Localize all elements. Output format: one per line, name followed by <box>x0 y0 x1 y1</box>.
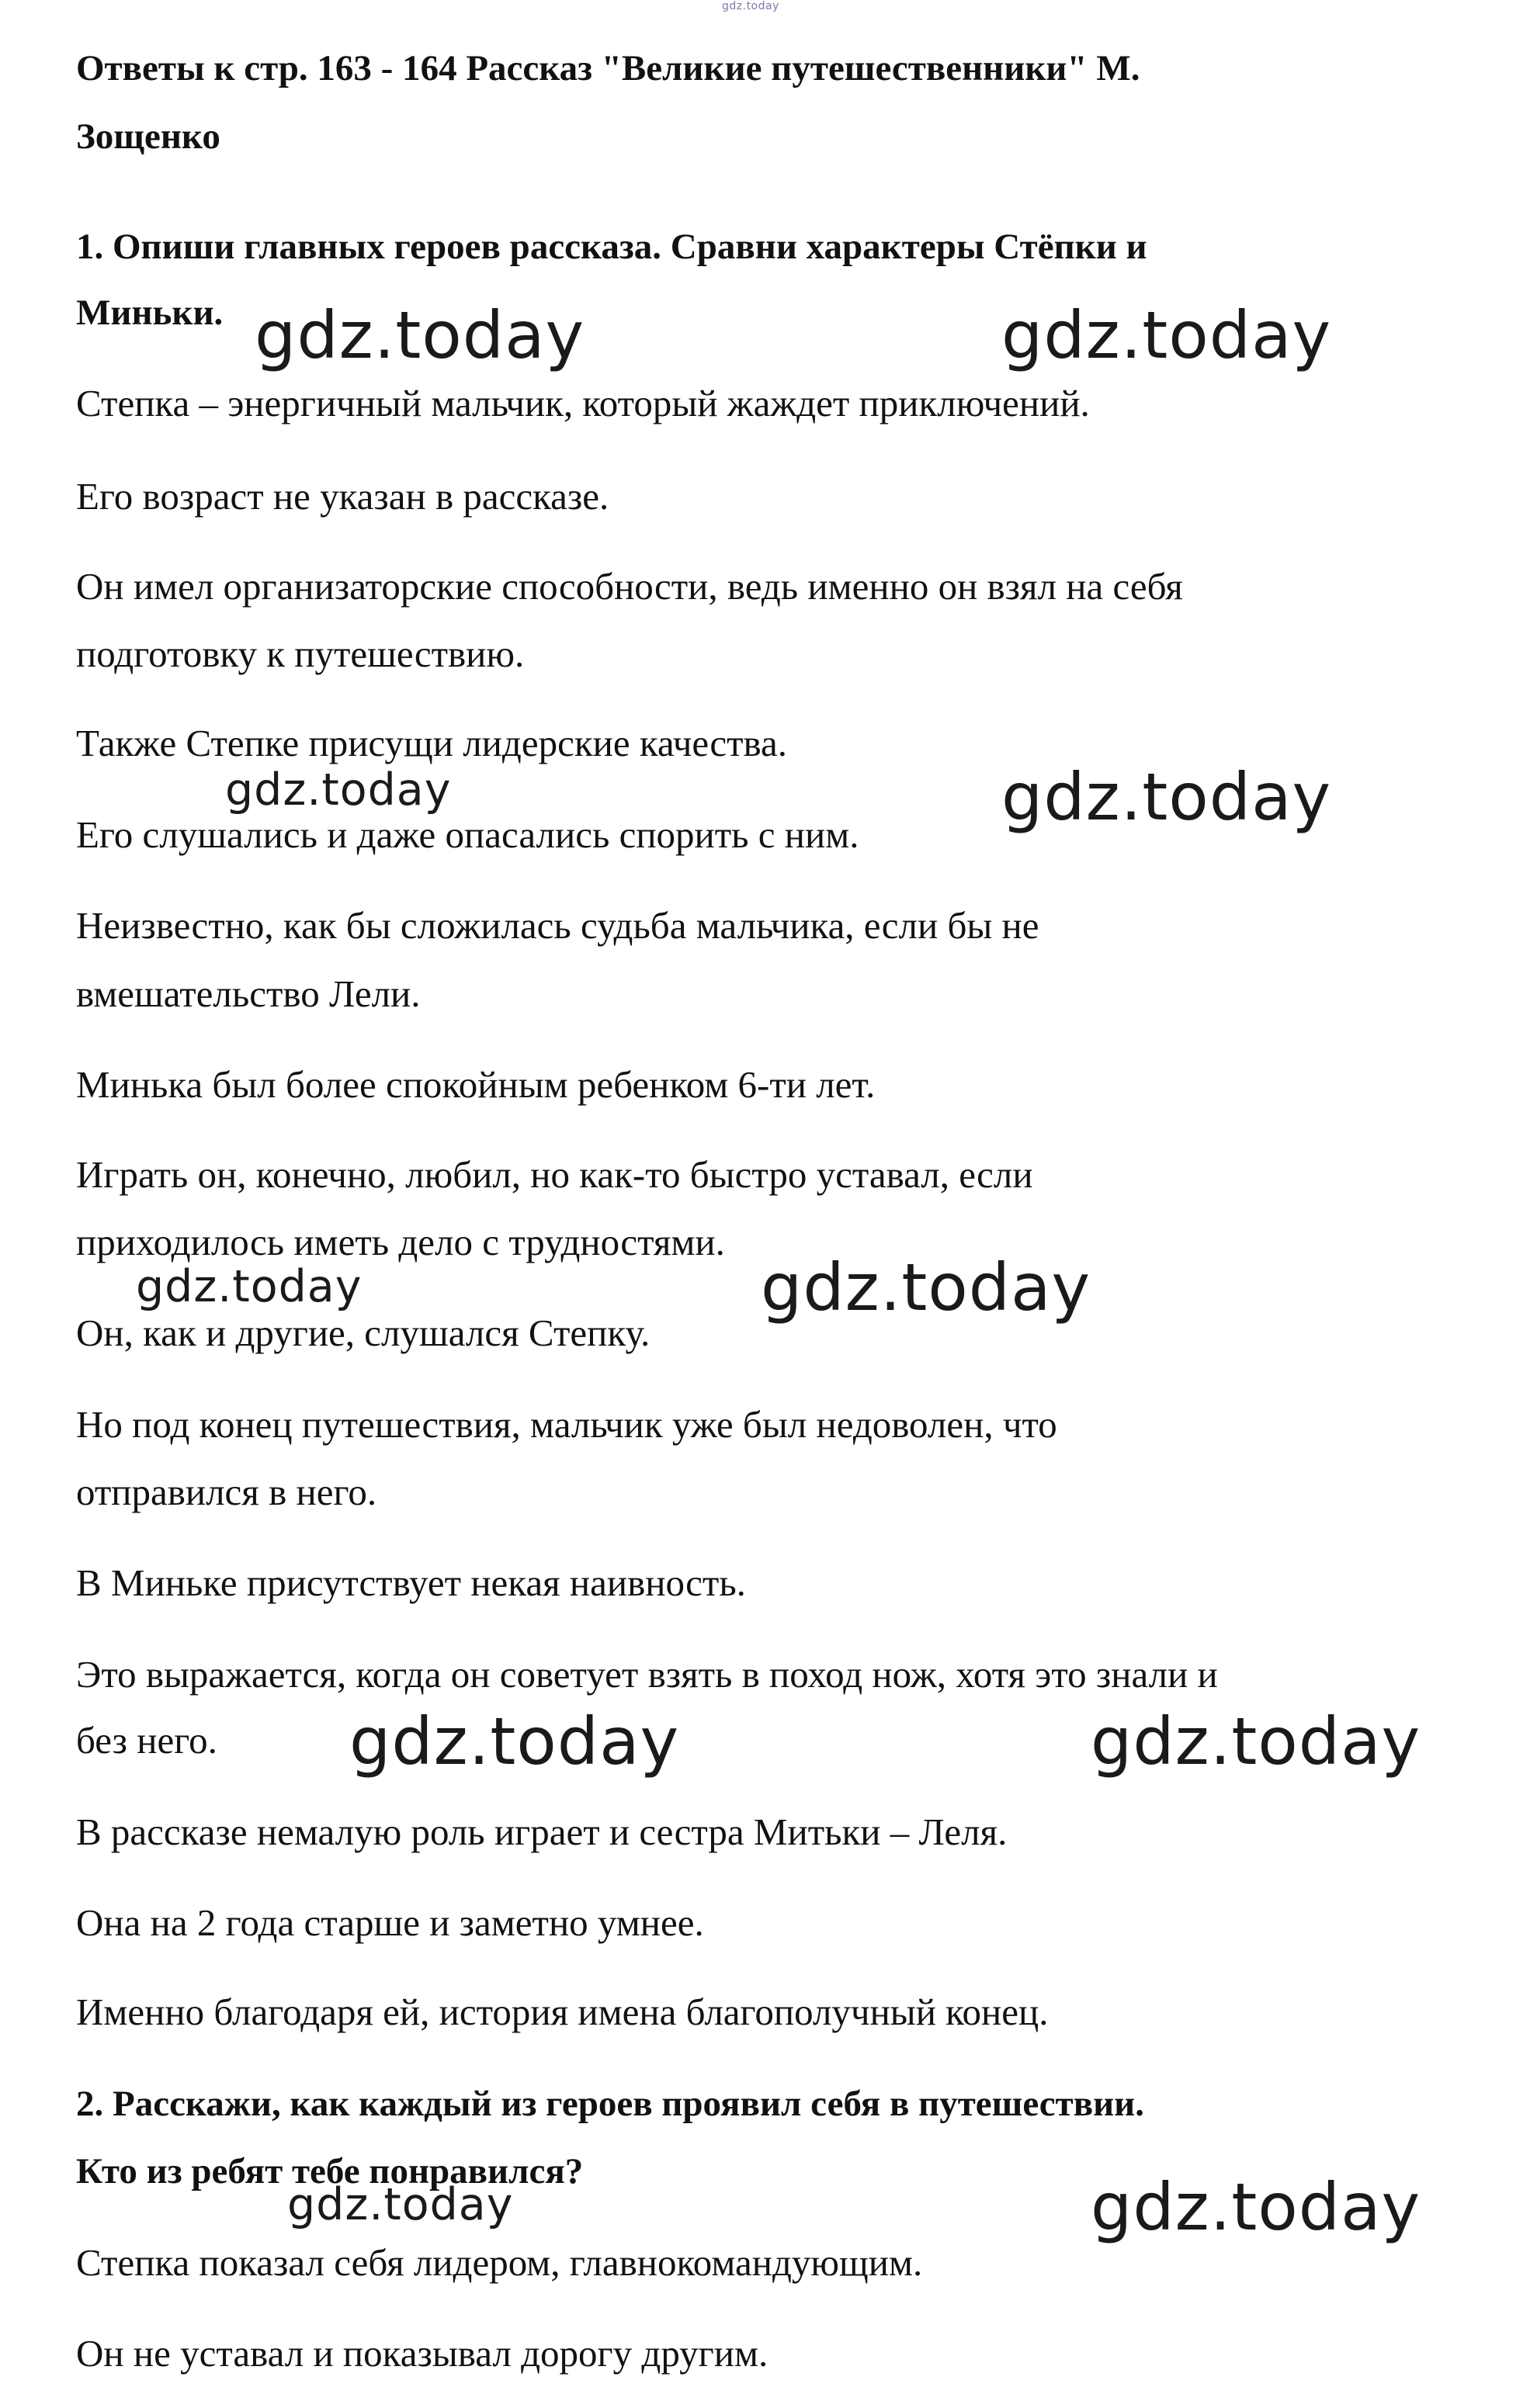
watermark-text: gdz.today <box>287 2179 514 2230</box>
question-1-line-2: Миньки. <box>76 293 224 333</box>
answer-paragraph: вмешательство Лели. <box>76 972 421 1015</box>
page-title-line-1: Ответы к стр. 163 - 164 Рассказ "Великие путешественники" М. <box>76 48 1140 88</box>
watermark-text: gdz.today <box>1001 759 1332 835</box>
watermark-text: gdz.today <box>1001 297 1332 373</box>
question-2-line-2: Кто из ребят тебе понравился? <box>76 2151 584 2191</box>
watermark-text: gdz.today <box>136 1261 363 1312</box>
answer-paragraph: Он не уставал и показывал дорогу другим. <box>76 2332 768 2375</box>
answer-paragraph: Неизвестно, как бы сложилась судьба мальчика, если бы не <box>76 904 1039 947</box>
answer-paragraph: В Миньке присутствует некая наивность. <box>76 1561 746 1604</box>
watermark-text: gdz.today <box>761 1249 1091 1325</box>
answer-paragraph: В рассказе немалую роль играет и сестра Митьки – Леля. <box>76 1810 1008 1853</box>
watermark-text: gdz.today <box>349 1703 680 1779</box>
answer-paragraph: Это выражается, когда он советует взять в поход нож, хотя это знали и <box>76 1653 1218 1696</box>
answer-paragraph: Также Степке присущи лидерские качества. <box>76 722 787 764</box>
answer-paragraph: без него. <box>76 1719 217 1762</box>
watermark-text: gdz.today <box>255 297 585 373</box>
answer-paragraph: подготовку к путешествию. <box>76 632 525 675</box>
answer-paragraph: отправился в него. <box>76 1471 377 1513</box>
watermark-text: gdz.today <box>1091 1703 1421 1779</box>
answer-paragraph: Степка показал себя лидером, главнокомандующим. <box>76 2241 923 2284</box>
top-watermark: gdz.today <box>722 0 779 12</box>
answer-paragraph: Он имел организаторские способности, ведь именно он взял на себя <box>76 565 1183 608</box>
answer-paragraph: приходилось иметь дело с трудностями. <box>76 1221 725 1263</box>
watermark-text: gdz.today <box>225 764 452 816</box>
question-1-line-1: 1. Опиши главных героев рассказа. Сравни характеры Стёпки и <box>76 227 1147 267</box>
answer-paragraph: Его слушались и даже опасались спорить с ним. <box>76 813 859 856</box>
answer-paragraph: Степка – энергичный мальчик, который жаждет приключений. <box>76 382 1090 424</box>
answer-paragraph: Она на 2 года старше и заметно умнее. <box>76 1901 704 1944</box>
answer-paragraph: Играть он, конечно, любил, но как-то быстро уставал, если <box>76 1153 1033 1196</box>
answer-paragraph: Но под конец путешествия, мальчик уже был недоволен, что <box>76 1403 1057 1446</box>
page-title-line-2: Зощенко <box>76 116 220 157</box>
answer-paragraph: Его возраст не указан в рассказе. <box>76 475 609 518</box>
answer-paragraph: Минька был более спокойным ребенком 6-ти лет. <box>76 1063 876 1106</box>
question-2-line-1: 2. Расскажи, как каждый из героев проявил себя в путешествии. <box>76 2084 1144 2124</box>
answer-paragraph: Он, как и другие, слушался Степку. <box>76 1311 651 1354</box>
watermark-text: gdz.today <box>1091 2169 1421 2245</box>
answer-paragraph: Именно благодаря ей, история имена благополучный конец. <box>76 1990 1049 2033</box>
